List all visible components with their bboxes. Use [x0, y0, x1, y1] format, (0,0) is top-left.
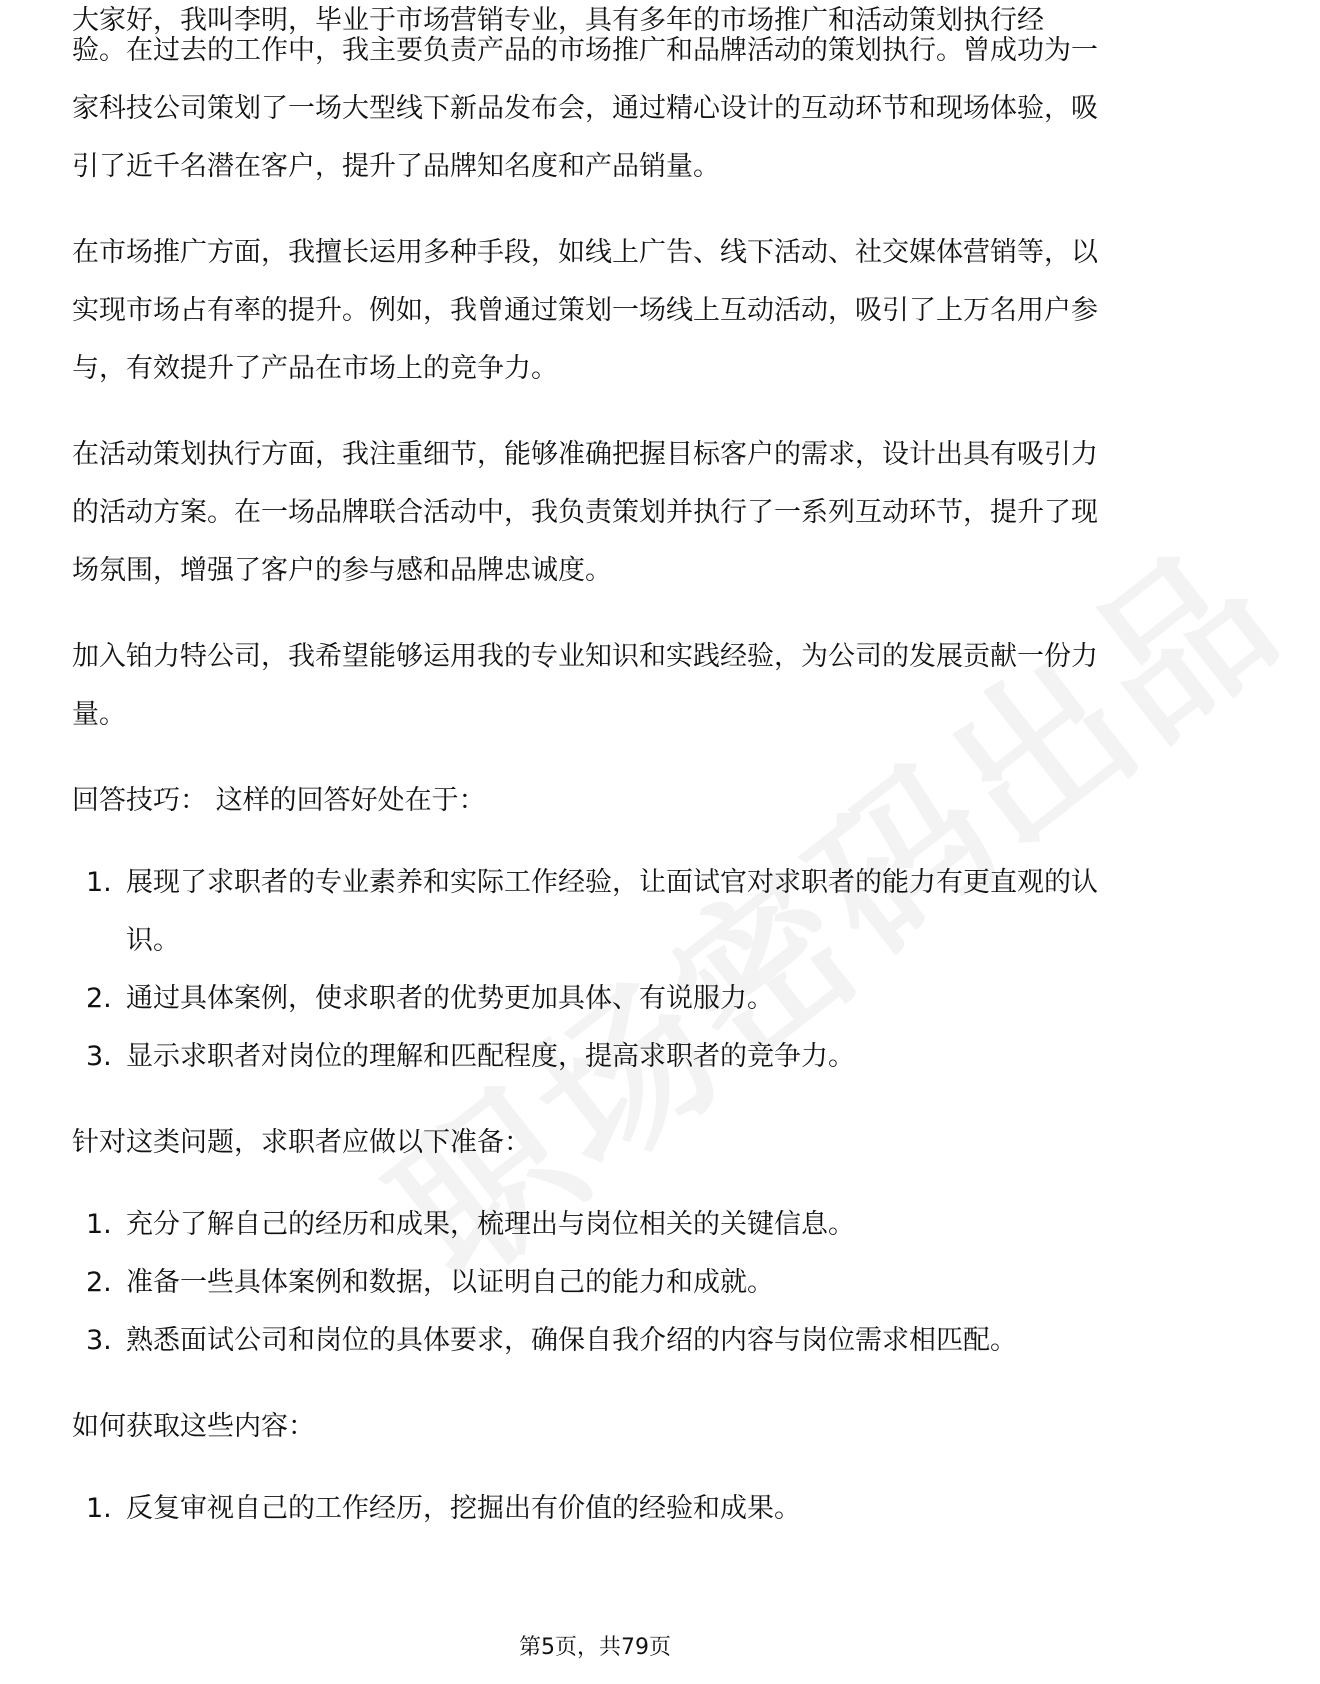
prep-list [72, 1196, 1122, 1370]
list-item [72, 854, 1122, 970]
list-text: 展现了求职者的专业素养和实际工作经验，让面试官对求职者的能力有更直观的认识。 [126, 867, 1098, 956]
list-number: 1. [86, 867, 112, 898]
list-text: 准备一些具体案例和数据，以证明自己的能力和成就。 [126, 1267, 774, 1298]
list-text: 反复审视自己的工作经历，挖掘出有价值的经验和成果。 [126, 1493, 801, 1524]
tips-heading: 回答技巧： 这样的回答好处在于： [72, 785, 486, 816]
partial-top-line-text: 大家好，我叫李明，毕业于市场营销专业，具有多年的市场推广和活动策划执行经 [72, 5, 1044, 36]
paragraph-marketing: 在市场推广方面，我擅长运用多种手段，如线上广告、线下活动、社交媒体营销等，以实现市场占有率的提升。例如，我曾通过策划一场线上互动活动，吸引了上万名用户参与，有效提升了产品在市场上的竞争力。 [72, 237, 1098, 384]
list-text: 通过具体案例，使求职者的优势更加具体、有说服力。 [126, 983, 774, 1014]
paragraph-joining: 加入铂力特公司，我希望能够运用我的专业知识和实践经验，为公司的发展贡献一份力量。 [72, 641, 1098, 730]
list-item [72, 1028, 1122, 1086]
prep-heading: 针对这类问题，求职者应做以下准备： [72, 1127, 531, 1158]
list-number: 3. [86, 1041, 112, 1072]
paragraph-experience: 验。在过去的工作中，我主要负责产品的市场推广和品牌活动的策划执行。曾成功为一家科技公司策划了一场大型线下新品发布会，通过精心设计的互动环节和现场体验，吸引了近千名潜在客户，提升了品牌知名度和产品销量。 [72, 35, 1098, 182]
list-text: 熟悉面试公司和岗位的具体要求，确保自我介绍的内容与岗位需求相匹配。 [126, 1325, 1017, 1356]
page-content [72, 5, 1122, 1566]
list-number: 2. [86, 983, 112, 1014]
list-item [72, 1480, 1122, 1538]
obtain-list [72, 1480, 1122, 1538]
paragraph-event-planning: 在活动策划执行方面，我注重细节，能够准确把握目标客户的需求，设计出具有吸引力的活动方案。在一场品牌联合活动中，我负责策划并执行了一系列互动环节，提升了现场氛围，增强了客户的参与感和品牌忠诚度。 [72, 439, 1098, 586]
list-number: 3. [86, 1325, 112, 1356]
list-item [72, 1312, 1122, 1370]
list-number: 1. [86, 1209, 112, 1240]
list-text: 显示求职者对岗位的理解和匹配程度，提高求职者的竞争力。 [126, 1041, 855, 1072]
obtain-heading: 如何获取这些内容： [72, 1411, 315, 1442]
list-item [72, 1254, 1122, 1312]
list-number: 1. [86, 1493, 112, 1524]
list-text: 充分了解自己的经历和成果，梳理出与岗位相关的关键信息。 [126, 1209, 855, 1240]
tips-list [72, 854, 1122, 1086]
list-item [72, 1196, 1122, 1254]
page-footer: 第5页，共79页 [519, 1635, 671, 1660]
list-number: 2. [86, 1267, 112, 1298]
partial-top-line [72, 0, 1122, 36]
list-item [72, 970, 1122, 1028]
